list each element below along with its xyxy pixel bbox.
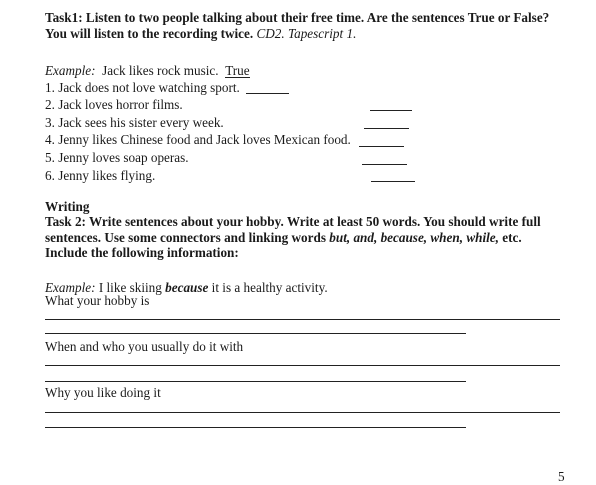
answer-blank-1[interactable] [246, 93, 289, 94]
task2-heading-line3: Include the following information: [45, 245, 239, 260]
prompt-hobby: What your hobby is [45, 293, 150, 308]
writing-line[interactable] [45, 319, 560, 320]
connector-when: when, [430, 230, 464, 245]
writing-line[interactable] [45, 365, 560, 366]
connector-while: while, [466, 230, 499, 245]
answer-blank-5[interactable] [362, 164, 407, 165]
task1-item-5: 5. Jenny loves soap operas. [45, 150, 189, 165]
writing-line[interactable] [45, 333, 466, 334]
task2-line2-end: etc. [502, 230, 522, 245]
task1-instruction: You will listen to the recording twice. [45, 26, 254, 41]
task2-example-label: Example: [45, 280, 96, 295]
task2-example-post: it is a healthy activity. [208, 280, 328, 295]
prompt-why: Why you like doing it [45, 385, 161, 400]
task2-heading-line1: Task 2: Write sentences about your hobby. Write at least 50 words. You should write full [45, 214, 541, 229]
task1-heading-line2 [45, 26, 356, 42]
writing-line[interactable] [45, 412, 560, 413]
answer-blank-4[interactable] [359, 146, 404, 147]
task1-example-text: Jack likes rock music. [95, 63, 226, 78]
answer-blank-2[interactable] [370, 110, 412, 111]
connector-but: but, [329, 230, 351, 245]
writing-line[interactable] [45, 427, 466, 428]
task1-item-4: 4. Jenny likes Chinese food and Jack loves Mexican food. [45, 132, 351, 147]
writing-line[interactable] [45, 381, 466, 382]
task1-item-3: 3. Jack sees his sister every week. [45, 115, 224, 130]
task1-example-label: Example: [45, 63, 96, 78]
task2-heading-line2 [45, 230, 522, 246]
task1-item-1: 1. Jack does not love watching sport. [45, 80, 240, 95]
task1-tapescript: CD2. Tapescript 1. [253, 26, 357, 41]
task1-heading-line1: Task1: Listen to two people talking about their free time. Are the sentences True or False? [45, 10, 550, 25]
writing-section-title: Writing [45, 199, 90, 214]
task2-line2-start: sentences. Use some connectors and linking words [45, 230, 330, 245]
prompt-when-who: When and who you usually do it with [45, 339, 244, 354]
task1-item-2: 2. Jack loves horror films. [45, 97, 183, 112]
task1-example [45, 63, 250, 79]
answer-blank-6[interactable] [371, 181, 415, 182]
task2-example-because: because [165, 280, 209, 295]
answer-blank-3[interactable] [364, 128, 409, 129]
task2-example-pre: I like skiing [95, 280, 166, 295]
connector-because: because, [380, 230, 428, 245]
page-number: 5 [558, 469, 565, 484]
task1-item-6: 6. Jenny likes flying. [45, 168, 156, 183]
task1-example-answer: True [225, 63, 250, 78]
connector-and: and, [353, 230, 378, 245]
